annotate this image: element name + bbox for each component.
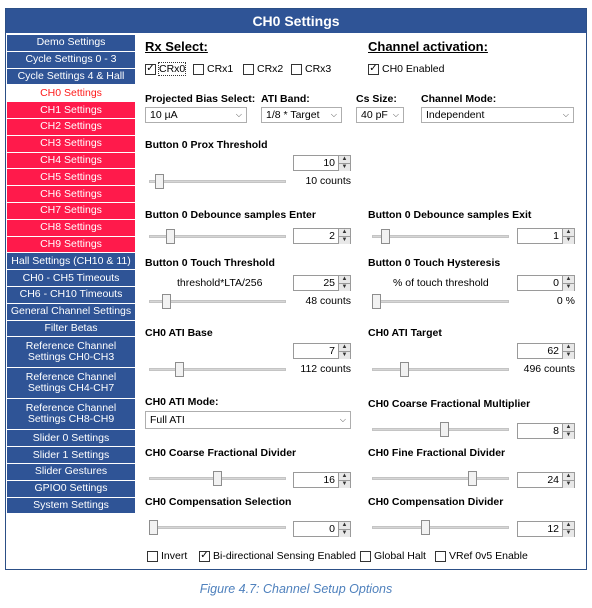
touch-hysteresis-slider[interactable] — [372, 293, 509, 309]
checkbox-box[interactable]: ✓ — [146, 63, 155, 74]
spin-down-icon[interactable]: ▼ — [339, 529, 350, 537]
touch-threshold-label: Button 0 Touch Threshold — [145, 257, 275, 269]
spin-up-icon[interactable]: ▲ — [339, 156, 350, 163]
cs-size-value: 40 pF — [361, 109, 388, 121]
spin-down-icon[interactable]: ▼ — [339, 236, 350, 244]
ati-target-label: CH0 ATI Target — [368, 327, 442, 339]
coarse-divider-label: CH0 Coarse Fractional Divider — [145, 447, 297, 459]
bias-label: Projected Bias Select: — [145, 93, 256, 105]
ati-mode-label: CH0 ATI Mode: — [145, 396, 219, 408]
coarse-multiplier-label: CH0 Coarse Fractional Multiplier — [368, 398, 531, 410]
spin-down-icon[interactable]: ▼ — [339, 480, 350, 488]
compensation-divider-spinner[interactable] — [517, 521, 575, 537]
bias-value: 10 µA — [150, 109, 178, 121]
fine-divider-value: 24 — [547, 474, 559, 486]
chevron-down-icon: ⌵ — [330, 110, 337, 119]
vref-label: VRef 0v5 Enable — [449, 550, 528, 562]
global-halt-checkbox[interactable] — [360, 550, 426, 562]
sidebar-item-ch0-ch5-timeouts[interactable]: CH0 - CH5 Timeouts — [7, 270, 135, 287]
slider-thumb[interactable] — [440, 422, 449, 437]
sidebar-item-ch9-settings[interactable]: CH9 Settings — [7, 237, 135, 254]
crx0-label: CRx0 — [159, 63, 186, 75]
fine-divider-label: CH0 Fine Fractional Divider — [368, 447, 506, 459]
ati-base-label: CH0 ATI Base — [145, 327, 213, 339]
sidebar-item-ch0-settings[interactable]: CH0 Settings — [7, 85, 135, 102]
sidebar-item-ch3-settings[interactable]: CH3 Settings — [7, 136, 135, 153]
sidebar — [7, 35, 135, 514]
compensation-divider-value: 12 — [547, 523, 559, 535]
debounce-enter-spinner[interactable] — [293, 228, 351, 244]
ati-target-counts: 496 counts — [523, 363, 575, 375]
checkbox-box[interactable] — [147, 551, 158, 562]
slider-thumb[interactable] — [166, 229, 175, 244]
spin-up-icon[interactable]: ▲ — [339, 229, 350, 236]
spin-up-icon[interactable]: ▲ — [563, 229, 574, 236]
checkbox-box[interactable] — [360, 551, 371, 562]
channel-mode-value: Independent — [426, 109, 485, 121]
touch-hysteresis-sub: % of touch threshold — [393, 277, 489, 289]
spin-down-icon[interactable]: ▼ — [563, 283, 574, 291]
crx1-label: CRx1 — [207, 63, 234, 75]
bidirectional-checkbox[interactable] — [199, 550, 356, 562]
ati-base-slider[interactable] — [149, 361, 286, 377]
spin-down-icon[interactable]: ▼ — [563, 480, 574, 488]
prox-threshold-slider[interactable] — [149, 173, 286, 189]
coarse-divider-slider[interactable] — [149, 470, 286, 486]
invert-checkbox[interactable] — [147, 550, 187, 562]
touch-threshold-slider[interactable] — [149, 293, 286, 309]
checkbox-box[interactable] — [435, 551, 446, 562]
sidebar-item-slider-1-settings[interactable]: Slider 1 Settings — [7, 447, 135, 464]
touch-hysteresis-spinner[interactable] — [517, 275, 575, 291]
sidebar-item-cycle-settings-0-3[interactable]: Cycle Settings 0 - 3 — [7, 52, 135, 69]
global-halt-label: Global Halt — [374, 550, 426, 562]
chevron-down-icon: ⌵ — [235, 110, 242, 119]
touch-threshold-value: 25 — [323, 277, 335, 289]
spin-up-icon[interactable]: ▲ — [563, 424, 574, 431]
spin-down-icon[interactable]: ▼ — [339, 283, 350, 291]
sidebar-item-slider-0-settings[interactable]: Slider 0 Settings — [7, 430, 135, 447]
spin-up-icon[interactable]: ▲ — [339, 473, 350, 480]
settings-panel — [137, 35, 586, 569]
slider-thumb[interactable] — [381, 229, 390, 244]
window-title: CH0 Settings — [6, 9, 586, 33]
coarse-multiplier-spinner[interactable] — [517, 423, 575, 439]
sidebar-item-system-settings[interactable]: System Settings — [7, 498, 135, 515]
sidebar-item-ch2-settings[interactable]: CH2 Settings — [7, 119, 135, 136]
bidirectional-label: Bi-directional Sensing Enabled — [213, 550, 357, 562]
prox-threshold-label: Button 0 Prox Threshold — [145, 139, 268, 151]
channel-mode-select[interactable] — [421, 107, 574, 123]
slider-thumb[interactable] — [400, 362, 409, 377]
debounce-enter-value: 2 — [329, 230, 335, 242]
slider-track — [372, 477, 509, 480]
coarse-divider-spinner[interactable] — [293, 472, 351, 488]
slider-track — [372, 368, 509, 371]
sidebar-item-ch4-settings[interactable]: CH4 Settings — [7, 153, 135, 170]
ati-mode-select[interactable] — [145, 411, 351, 429]
slider-thumb[interactable] — [213, 471, 222, 486]
spin-up-icon[interactable]: ▲ — [563, 522, 574, 529]
slider-thumb[interactable] — [421, 520, 430, 535]
coarse-divider-value: 16 — [323, 474, 335, 486]
debounce-exit-value: 1 — [553, 230, 559, 242]
touch-threshold-spinner[interactable] — [293, 275, 351, 291]
debounce-exit-spinner[interactable] — [517, 228, 575, 244]
cs-size-label: Cs Size: — [356, 93, 397, 105]
slider-thumb[interactable] — [468, 471, 477, 486]
spin-down-icon[interactable]: ▼ — [339, 163, 350, 171]
slider-track — [372, 526, 509, 529]
slider-thumb[interactable] — [155, 174, 164, 189]
chevron-down-icon: ⌵ — [339, 415, 346, 424]
channel-mode-label: Channel Mode: — [421, 93, 497, 105]
spin-up-icon[interactable]: ▲ — [339, 276, 350, 283]
slider-thumb[interactable] — [149, 520, 158, 535]
sidebar-item-ch5-settings[interactable]: CH5 Settings — [7, 169, 135, 186]
spin-up-icon[interactable]: ▲ — [563, 473, 574, 480]
checkbox-box[interactable]: ✓ — [369, 63, 378, 74]
slider-thumb[interactable] — [372, 294, 381, 309]
touch-threshold-counts: 48 counts — [305, 295, 351, 307]
slider-thumb[interactable] — [175, 362, 184, 377]
ati-band-value: 1/8 * Target — [266, 109, 320, 121]
slider-track — [149, 526, 286, 529]
fine-divider-slider[interactable] — [372, 470, 509, 486]
spin-up-icon[interactable]: ▲ — [563, 344, 574, 351]
chevron-down-icon: ⌵ — [392, 110, 399, 119]
crx2-checkbox[interactable] — [243, 63, 283, 75]
checkbox-box[interactable] — [243, 64, 254, 75]
crx3-checkbox[interactable] — [291, 63, 331, 75]
sidebar-item-cycle-settings-4-hall[interactable]: Cycle Settings 4 & Hall — [7, 69, 135, 86]
debounce-exit-label: Button 0 Debounce samples Exit — [368, 209, 532, 221]
spin-up-icon[interactable]: ▲ — [339, 522, 350, 529]
spin-down-icon[interactable]: ▼ — [563, 529, 574, 537]
sidebar-item-general-channel-settings[interactable]: General Channel Settings — [7, 304, 135, 321]
coarse-multiplier-slider[interactable] — [372, 421, 509, 437]
sidebar-item-ch8-settings[interactable]: CH8 Settings — [7, 220, 135, 237]
vref-checkbox[interactable] — [435, 550, 528, 562]
ati-target-value: 62 — [547, 345, 559, 357]
sidebar-item-ch6-settings[interactable]: CH6 Settings — [7, 186, 135, 203]
compensation-selection-spinner[interactable] — [293, 521, 351, 537]
sidebar-item-ch7-settings[interactable]: CH7 Settings — [7, 203, 135, 220]
ch0-enabled-checkbox[interactable] — [368, 63, 444, 75]
touch-threshold-sub: threshold*LTA/256 — [177, 277, 263, 289]
crx2-label: CRx2 — [257, 63, 284, 75]
sidebar-item-gpio0-settings[interactable]: GPIO0 Settings — [7, 481, 135, 498]
sidebar-item-ch1-settings[interactable]: CH1 Settings — [7, 102, 135, 119]
compensation-selection-slider[interactable] — [149, 519, 286, 535]
compensation-selection-value: 0 — [329, 523, 335, 535]
compensation-selection-label: CH0 Compensation Selection — [145, 496, 292, 508]
crx1-checkbox[interactable] — [193, 63, 233, 75]
crx3-label: CRx3 — [305, 63, 332, 75]
rx-select-heading: Rx Select: — [145, 39, 208, 54]
ati-band-label: ATI Band: — [261, 93, 310, 105]
debounce-enter-label: Button 0 Debounce samples Enter — [145, 209, 316, 221]
spin-down-icon[interactable]: ▼ — [563, 236, 574, 244]
sidebar-item-reference-ch8-ch9[interactable]: Reference Channel Settings CH8-CH9 — [7, 399, 135, 430]
slider-track — [372, 235, 509, 238]
slider-thumb[interactable] — [162, 294, 171, 309]
prox-threshold-value: 10 — [323, 157, 335, 169]
checkbox-box[interactable] — [193, 64, 204, 75]
chevron-down-icon: ⌵ — [562, 110, 569, 119]
ati-band-select[interactable] — [261, 107, 342, 123]
sidebar-item-demo-settings[interactable]: Demo Settings — [7, 35, 135, 52]
checkbox-box[interactable]: ✓ — [200, 550, 209, 561]
spin-down-icon[interactable]: ▼ — [563, 431, 574, 439]
debounce-enter-slider[interactable] — [149, 228, 286, 244]
touch-hysteresis-percent: 0 % — [556, 295, 575, 307]
ati-target-spinner[interactable] — [517, 343, 575, 359]
spin-up-icon[interactable]: ▲ — [339, 344, 350, 351]
slider-track — [372, 300, 509, 303]
ati-target-slider[interactable] — [372, 361, 509, 377]
compensation-divider-slider[interactable] — [372, 519, 509, 535]
checkbox-box[interactable] — [291, 64, 302, 75]
figure-caption: Figure 4.7: Channel Setup Options — [199, 582, 393, 596]
ati-base-spinner[interactable] — [293, 343, 351, 359]
debounce-exit-slider[interactable] — [372, 228, 509, 244]
ati-base-counts: 112 counts — [300, 363, 351, 375]
slider-track — [149, 180, 286, 183]
compensation-divider-label: CH0 Compensation Divider — [368, 496, 504, 508]
touch-hysteresis-value: 0 — [553, 277, 559, 289]
sidebar-item-hall-settings[interactable]: Hall Settings (CH10 & 11) — [7, 253, 135, 270]
crx0-checkbox[interactable] — [145, 63, 185, 75]
prox-threshold-spinner[interactable] — [293, 155, 351, 171]
slider-track — [149, 368, 286, 371]
spin-down-icon[interactable]: ▼ — [563, 351, 574, 359]
spin-up-icon[interactable]: ▲ — [563, 276, 574, 283]
bias-select[interactable] — [145, 107, 247, 123]
fine-divider-spinner[interactable] — [517, 472, 575, 488]
invert-label: Invert — [161, 550, 188, 562]
settings-window — [5, 8, 587, 570]
coarse-multiplier-value: 8 — [553, 425, 559, 437]
prox-threshold-counts: 10 counts — [305, 175, 351, 187]
channel-activation-heading: Channel activation: — [368, 39, 488, 54]
ch0-enabled-label: CH0 Enabled — [382, 63, 445, 75]
sidebar-item-reference-ch4-ch7[interactable]: Reference Channel Settings CH4-CH7 — [7, 368, 135, 399]
sidebar-item-reference-ch0-ch3[interactable]: Reference Channel Settings CH0-CH3 — [7, 337, 135, 368]
ati-base-value: 7 — [329, 345, 335, 357]
spin-down-icon[interactable]: ▼ — [339, 351, 350, 359]
touch-hysteresis-label: Button 0 Touch Hysteresis — [368, 257, 501, 269]
sidebar-item-slider-gestures[interactable]: Slider Gestures — [7, 464, 135, 481]
sidebar-item-filter-betas[interactable]: Filter Betas — [7, 321, 135, 338]
ati-mode-value: Full ATI — [150, 414, 185, 426]
cs-size-select[interactable] — [356, 107, 404, 123]
sidebar-item-ch6-ch10-timeouts[interactable]: CH6 - CH10 Timeouts — [7, 287, 135, 304]
